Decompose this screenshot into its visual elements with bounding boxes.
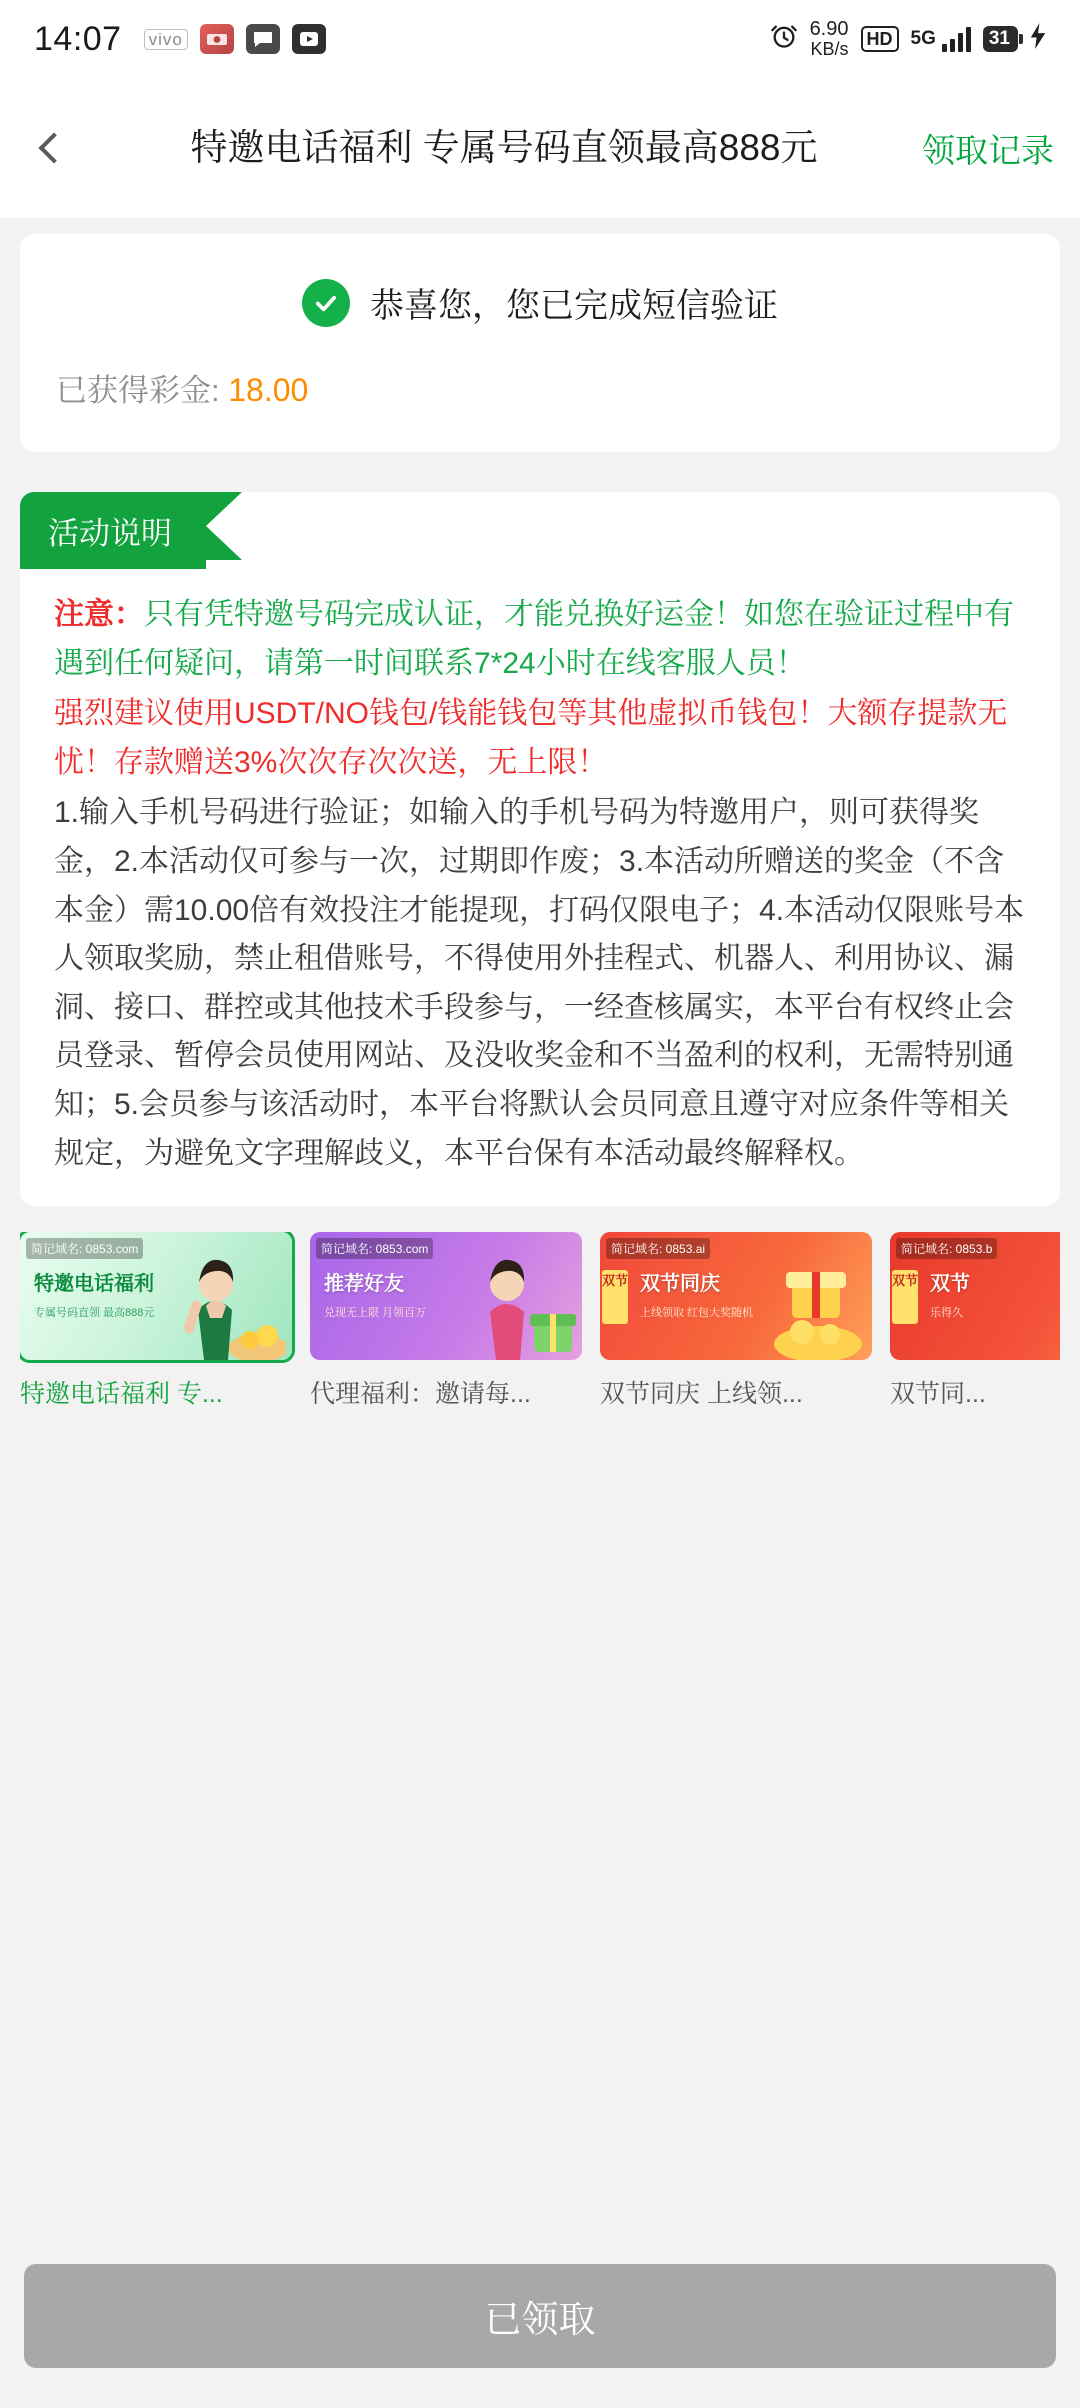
back-button[interactable] bbox=[22, 116, 86, 180]
banner-thumbnail[interactable] bbox=[600, 1232, 872, 1360]
rules-ribbon-label: 活动说明 bbox=[20, 492, 206, 569]
claim-records-link[interactable]: 领取记录 bbox=[922, 131, 1054, 169]
banner-label: 代理福利：邀请每... bbox=[310, 1380, 531, 1409]
verification-success-card bbox=[20, 234, 1060, 452]
banner-illustration bbox=[746, 1236, 866, 1360]
rules-notice bbox=[54, 591, 1026, 688]
signal-bars-icon bbox=[942, 26, 971, 52]
charging-bolt-icon bbox=[1030, 23, 1046, 54]
banner-item[interactable] bbox=[600, 1232, 872, 1410]
rules-notice-green: 只有凭特邀号码完成认证，才能兑换好运金！如您在验证过程中有遇到任何疑问，请第一时间联系7*24小时在线客服人员！ bbox=[54, 598, 1014, 680]
banner-illustration bbox=[1036, 1236, 1060, 1360]
banner-subtitle: 上线领取 红包大奖随机 bbox=[640, 1307, 754, 1320]
banner-domain-tag: 简记域名: 0853.com bbox=[26, 1238, 143, 1259]
alarm-clock-icon bbox=[770, 22, 798, 55]
battery-indicator: 31 bbox=[983, 26, 1018, 52]
banner-domain-tag: 简记域名: 0853.b bbox=[896, 1238, 997, 1259]
banner-side-ribbon: 双节 bbox=[602, 1270, 628, 1324]
activity-rules-card bbox=[20, 492, 1060, 1206]
banner-title: 双节 bbox=[930, 1273, 970, 1296]
banner-item[interactable] bbox=[310, 1232, 582, 1410]
banner-title: 特邀电话福利 bbox=[34, 1273, 154, 1296]
banner-side-ribbon: 双节 bbox=[892, 1270, 918, 1324]
check-circle-icon bbox=[302, 279, 350, 327]
claim-button[interactable]: 已领取 bbox=[24, 2264, 1056, 2368]
status-left-icons bbox=[144, 24, 326, 54]
status-right-icons bbox=[770, 19, 1046, 60]
page-content bbox=[0, 218, 1080, 2242]
photo-app-icon bbox=[200, 24, 234, 54]
banner-thumbnail[interactable] bbox=[20, 1232, 292, 1360]
banner-item[interactable] bbox=[890, 1232, 1060, 1410]
hd-icon: HD bbox=[861, 26, 899, 53]
banner-domain-tag: 简记域名: 0853.ai bbox=[606, 1238, 710, 1259]
video-play-icon bbox=[292, 24, 326, 54]
banner-thumbnail[interactable] bbox=[310, 1232, 582, 1360]
banner-title: 双节同庆 bbox=[640, 1273, 720, 1296]
banner-thumbnail[interactable] bbox=[890, 1232, 1060, 1360]
rules-notice-red: 强烈建议使用USDT/NO钱包/钱能钱包等其他虚拟币钱包！大额存提款无忧！存款赠送3%次次存次次送，无上限！ bbox=[54, 697, 1008, 779]
reward-label: 已获得彩金: bbox=[56, 373, 220, 408]
network-speed bbox=[810, 19, 849, 60]
banner-item[interactable] bbox=[20, 1232, 292, 1410]
banner-label: 双节同庆 上线领... bbox=[600, 1380, 803, 1409]
rules-notice-label: 注意： bbox=[54, 598, 144, 631]
banner-subtitle: 乐得久 bbox=[930, 1307, 963, 1320]
back-chevron-icon bbox=[38, 132, 69, 163]
page-title: 特邀电话福利 专属号码直领最高888元 bbox=[190, 126, 818, 168]
network-type-label: 5G bbox=[910, 27, 936, 49]
header-bar bbox=[0, 78, 1080, 218]
banner-subtitle: 兑现无上限 月领百万 bbox=[324, 1307, 427, 1320]
rules-text: 1.输入手机号码进行验证；如输入的手机号码为特邀用户，则可获得奖金，2.本活动仅可参与一次，过期即作废；3.本活动所赠送的奖金（不含本金）需10.00倍有效投注才能提现，打码仅限电子；4.本活动仅限账号本人领取奖励，禁止租借账号，不得使用外挂程式、机器人、利用协议、漏洞、接口、群控或其他技术手段参与，一经查核属实，本平台有权终止会员登录、暂停会员使用网站、及没收奖金和不当盈利的权利，无需特别通知；5.会员参与该活动时，本平台将默认会员同意且遵守对应条件等相关规定，为避免文字理解歧义，本平台保有本活动最终解释权。 bbox=[54, 796, 1025, 1170]
bottom-action-bar bbox=[0, 2242, 1080, 2408]
reward-row bbox=[56, 365, 1024, 410]
status-bar bbox=[0, 0, 1080, 78]
banner-title: 推荐好友 bbox=[324, 1273, 404, 1296]
network-speed-value: 6.90 bbox=[809, 17, 849, 40]
banner-subtitle: 专属号码直领 最高888元 bbox=[34, 1307, 155, 1320]
reward-amount: 18.00 bbox=[228, 372, 309, 408]
banner-label: 双节同... bbox=[890, 1380, 986, 1409]
rules-body bbox=[20, 591, 1060, 1178]
banner-illustration bbox=[456, 1236, 576, 1360]
success-row bbox=[56, 278, 1024, 327]
banner-illustration bbox=[166, 1236, 286, 1360]
promotion-banner-strip[interactable] bbox=[20, 1232, 1060, 1420]
banner-label: 特邀电话福利 专... bbox=[20, 1380, 223, 1409]
chat-bubble-icon bbox=[246, 24, 280, 54]
vivo-badge-icon: vivo bbox=[144, 29, 188, 50]
status-time: 14:07 bbox=[34, 19, 122, 58]
success-message: 恭喜您，您已完成短信验证 bbox=[370, 287, 778, 325]
banner-domain-tag: 简记域名: 0853.com bbox=[316, 1238, 433, 1259]
network-speed-unit: KB/s bbox=[810, 38, 849, 59]
